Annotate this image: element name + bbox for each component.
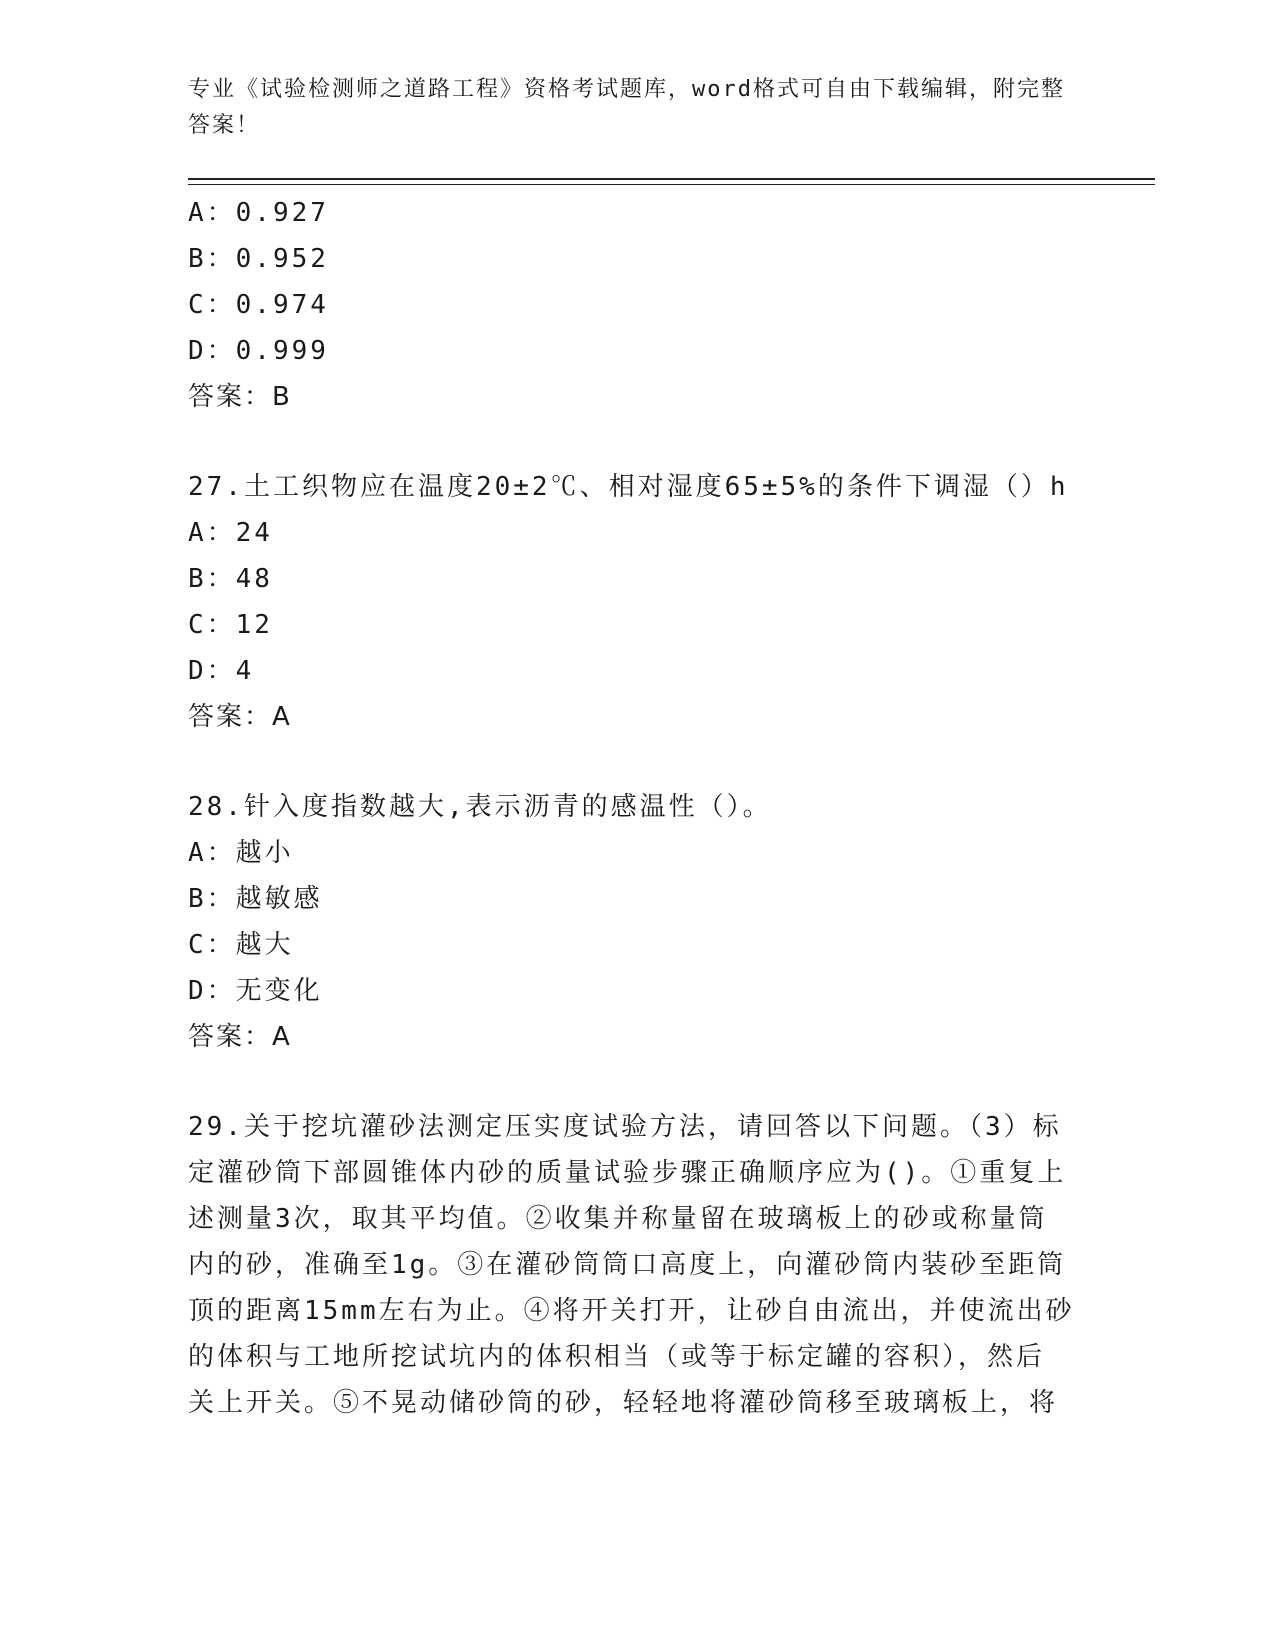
prev-question-block xyxy=(188,190,1068,420)
option-c: C：越大 xyxy=(188,930,294,960)
option-d: D：无变化 xyxy=(188,976,323,1006)
question-28-text: 28.针入度指数越大,表示沥青的感温性（）。 xyxy=(188,792,772,822)
option-b: B：0.952 xyxy=(188,244,329,274)
question-29-line: 顶的距离15mm左右为止。④将开关打开，让砂自由流出，并使流出砂 xyxy=(188,1296,1075,1326)
header-rule-thin xyxy=(188,184,1155,185)
question-29-line: 内的砂，准确至1g。③在灌砂筒筒口高度上，向灌砂筒内装砂至距筒 xyxy=(188,1250,1067,1280)
spacer xyxy=(188,420,1068,464)
document-header xyxy=(188,72,1068,144)
question-27-block xyxy=(188,464,1068,740)
question-27-text: 27.土工织物应在温度20±2℃、相对湿度65±5%的条件下调湿（）h xyxy=(188,472,1069,502)
option-b: B：48 xyxy=(188,564,273,594)
option-a: A：0.927 xyxy=(188,198,329,228)
question-29-line: 定灌砂筒下部圆锥体内砂的质量试验步骤正确顺序应为()。①重复上 xyxy=(188,1158,1067,1188)
option-d: D：0.999 xyxy=(188,336,329,366)
question-29-block xyxy=(188,1104,1075,1426)
spacer xyxy=(188,740,1068,784)
question-28-block xyxy=(188,784,1068,1060)
question-29-line: 的体积与工地所挖试坑内的体积相当（或等于标定罐的容积），然后 xyxy=(188,1342,1046,1372)
option-a: A：24 xyxy=(188,518,273,548)
answer-line: 答案：A xyxy=(188,702,292,732)
header-intro-text: 专业《试验检测师之道路工程》资格考试题库，word格式可自由下载编辑，附完整答案！ xyxy=(188,77,1065,138)
answer-line: 答案：A xyxy=(188,1022,292,1052)
question-29-line: 述测量3次，取其平均值。②收集并称量留在玻璃板上的砂或称量筒 xyxy=(188,1204,1048,1234)
question-content xyxy=(188,190,1075,1426)
option-b: B：越敏感 xyxy=(188,884,323,914)
question-29-line: 29.关于挖坑灌砂法测定压实度试验方法，请回答以下问题。（3）标 xyxy=(188,1112,1062,1142)
option-c: C：0.974 xyxy=(188,290,329,320)
option-c: C：12 xyxy=(188,610,273,640)
header-rule-thick xyxy=(188,178,1155,180)
option-d: D：4 xyxy=(188,656,255,686)
question-29-line: 关上开关。⑤不晃动储砂筒的砂，轻轻地将灌砂筒移至玻璃板上，将 xyxy=(188,1388,1059,1418)
option-a: A：越小 xyxy=(188,838,294,868)
spacer xyxy=(188,1060,1068,1104)
answer-line: 答案：B xyxy=(188,382,292,412)
